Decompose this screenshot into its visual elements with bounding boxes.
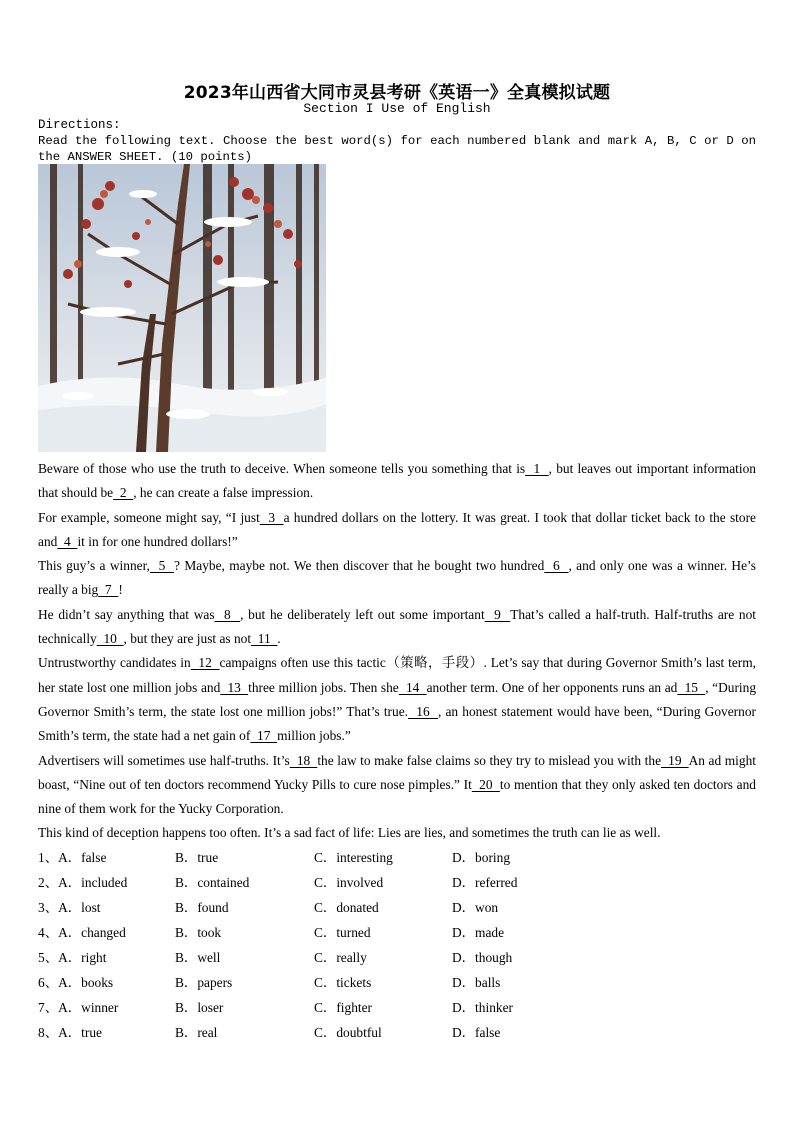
answer-option[interactable] [314, 1020, 382, 1045]
passage-text: , but leaves out important information that should be [38, 461, 756, 501]
answer-option[interactable] [452, 920, 504, 945]
passage-text: Untrustworthy candidates in [38, 655, 191, 671]
option-label: C．fighter [314, 1000, 373, 1015]
question-row [38, 845, 756, 870]
question-row [38, 895, 756, 920]
answer-option[interactable] [38, 845, 106, 870]
option-label: C．tickets [314, 975, 372, 990]
answer-option[interactable] [175, 1020, 217, 1045]
passage-paragraph [38, 651, 756, 748]
answer-option[interactable] [314, 970, 371, 995]
passage-text: This guy’s a winner, [38, 558, 150, 574]
option-label: C．involved [314, 875, 384, 890]
numbered-blank: 9 [484, 606, 511, 622]
question-row [38, 870, 756, 895]
question-number: 4、 [38, 925, 59, 940]
passage-paragraph [38, 749, 756, 822]
answer-option[interactable] [38, 970, 113, 995]
answer-option[interactable] [314, 845, 393, 870]
directions-label: Directions: [38, 118, 121, 132]
passage-paragraph [38, 506, 756, 555]
passage-text: Advertisers will sometimes use half-truths. It’s [38, 752, 290, 768]
option-label: B．found [175, 900, 229, 915]
option-label: B．contained [175, 875, 250, 890]
answer-option[interactable] [314, 920, 371, 945]
numbered-blank: 16 [408, 703, 438, 719]
passage-text: , but he deliberately left out some important [240, 606, 485, 622]
option-label: B．true [175, 850, 219, 865]
option-label: D．false [452, 1025, 501, 1040]
numbered-blank: 14 [398, 679, 427, 695]
option-label: A．changed [58, 925, 126, 940]
option-label: C．doubtful [314, 1025, 382, 1040]
passage-paragraph [38, 457, 756, 506]
numbered-blank: 12 [190, 655, 220, 671]
answer-option[interactable] [38, 1020, 102, 1045]
passage-text: another term. One of her opponents runs an ad [426, 679, 678, 695]
option-label: C．donated [314, 900, 379, 915]
question-number: 2、 [38, 875, 59, 890]
answer-option[interactable] [175, 845, 218, 870]
numbered-blank: 4 [57, 533, 78, 549]
answer-option[interactable] [314, 945, 367, 970]
directions-text: Read the following text. Choose the best word(s) for each numbered blank and mark A, B, C or D on the ANSWER SHEET. (10 points) [38, 134, 756, 164]
numbered-blank: 18 [289, 752, 318, 768]
option-label: A．books [58, 975, 114, 990]
section-subtitle: Section I Use of English [303, 101, 491, 116]
numbered-blank: 1 [525, 461, 549, 476]
answer-option[interactable] [175, 870, 249, 895]
question-options [38, 845, 756, 1045]
answer-option[interactable] [452, 945, 512, 970]
option-label: B．papers [175, 975, 233, 990]
option-label: B．well [175, 950, 221, 965]
question-number: 6、 [38, 975, 59, 990]
answer-option[interactable] [452, 895, 498, 920]
numbered-blank: 10 [96, 631, 124, 647]
question-row [38, 945, 756, 970]
answer-option[interactable] [38, 945, 106, 970]
option-label: A．false [58, 850, 107, 865]
numbered-blank: 19 [661, 752, 689, 768]
numbered-blank: 11 [251, 631, 278, 647]
passage-text: , an honest statement would have been, “During Governor Smith’s term, the state had a net gain of [38, 703, 756, 744]
passage-text: . [277, 631, 281, 647]
option-label: C．interesting [314, 850, 393, 865]
passage-text: ! [118, 582, 123, 598]
passage-text: He didn’t say anything that was [38, 606, 215, 622]
numbered-blank: 15 [677, 679, 706, 695]
answer-option[interactable] [452, 1020, 500, 1045]
option-label: A．right [58, 950, 107, 965]
passage-text: , but they are just as not [123, 631, 252, 647]
answer-option[interactable] [314, 995, 372, 1020]
passage-text: the law to make false claims so they try to mislead you with the [317, 752, 662, 768]
passage-text: a hundred dollars on the lottery. It was great. I took that dollar ticket back to the store and [38, 509, 756, 549]
passage-text: An ad might boast, “Nine out of ten doctors recommend Yucky Pills to cure nose pimples.” It [38, 752, 756, 792]
answer-option[interactable] [314, 895, 379, 920]
option-label: D．won [452, 900, 499, 915]
answer-option[interactable] [175, 895, 229, 920]
passage-text: ? Maybe, maybe not. We then discover that he bought two hundred [174, 558, 545, 574]
passage-text: This kind of deception happens too often. It’s a sad fact of life: Lies are lies, and sometimes the truth can lie as well. [38, 825, 661, 841]
option-label: B．loser [175, 1000, 224, 1015]
option-label: D．thinker [452, 1000, 513, 1015]
question-row [38, 1020, 756, 1045]
option-label: D．referred [452, 875, 518, 890]
snowy-forest-photo [38, 164, 326, 452]
question-number: 3、 [38, 900, 59, 915]
option-label: D．boring [452, 850, 511, 865]
passage-text: That’s called a half-truth. Half-truths are not technically [38, 606, 756, 647]
answer-option[interactable] [175, 920, 221, 945]
passage-text: million jobs.” [277, 728, 351, 744]
answer-option[interactable] [38, 895, 101, 920]
numbered-blank: 20 [471, 776, 500, 792]
question-number: 7、 [38, 1000, 59, 1015]
answer-option[interactable] [38, 870, 127, 895]
option-label: A．lost [58, 900, 101, 915]
page-title: 2023年山西省大同市灵县考研《英语一》全真模拟试题 [183, 83, 611, 103]
reading-passage [38, 457, 756, 846]
option-label: B．real [175, 1025, 218, 1040]
passage-paragraph [38, 821, 756, 845]
passage-text: three million jobs. Then she [248, 679, 399, 695]
passage-paragraph [38, 554, 756, 603]
passage-text: , “During Governor Smith’s term, the state lost one million jobs!” That’s true. [38, 679, 757, 719]
numbered-blank: 6 [544, 558, 569, 574]
numbered-blank: 13 [220, 679, 249, 695]
numbered-blank: 7 [98, 582, 119, 598]
passage-text: , and only one was a winner. He’s really a big [38, 558, 756, 598]
answer-option[interactable] [452, 970, 500, 995]
passage-paragraph [38, 603, 756, 652]
question-number: 8、 [38, 1025, 59, 1040]
option-label: A．included [58, 875, 128, 890]
passage-text: For example, someone might say, “I just [38, 509, 260, 525]
option-label: D．though [452, 950, 513, 965]
option-label: A．winner [58, 1000, 119, 1015]
option-label: A．true [58, 1025, 102, 1040]
answer-option[interactable] [175, 945, 220, 970]
question-row [38, 995, 756, 1020]
option-label: D．made [452, 925, 505, 940]
question-number: 1、 [38, 850, 59, 865]
option-label: D．balls [452, 975, 501, 990]
answer-option[interactable] [175, 995, 223, 1020]
option-label: C．turned [314, 925, 371, 940]
numbered-blank: 8 [214, 606, 241, 622]
numbered-blank: 17 [250, 728, 278, 744]
question-number: 5、 [38, 950, 59, 965]
passage-text: campaigns often use this tactic（策略，手段）. Let’s say that during Governor Smith’s last term, her state lost one million jobs and [38, 655, 757, 695]
question-row [38, 970, 756, 995]
option-label: B．took [175, 925, 222, 940]
answer-option[interactable] [452, 870, 517, 895]
answer-option[interactable] [38, 920, 126, 945]
passage-text: Beware of those who use the truth to deceive. When someone tells you something that is [38, 461, 526, 476]
numbered-blank: 2 [113, 485, 134, 501]
answer-option[interactable] [38, 995, 118, 1020]
option-label: C．really [314, 950, 367, 965]
answer-option[interactable] [452, 845, 510, 870]
answer-option[interactable] [314, 870, 383, 895]
question-row [38, 920, 756, 945]
passage-text: it in for one hundred dollars!” [77, 533, 238, 549]
answer-option[interactable] [175, 970, 232, 995]
passage-text: , he can create a false impression. [133, 485, 314, 501]
numbered-blank: 5 [149, 558, 175, 574]
passage-text: to mention that they only asked ten doctors and nine of them work for the Yucky Corporation. [38, 776, 756, 817]
answer-option[interactable] [452, 995, 513, 1020]
numbered-blank: 3 [259, 509, 284, 525]
